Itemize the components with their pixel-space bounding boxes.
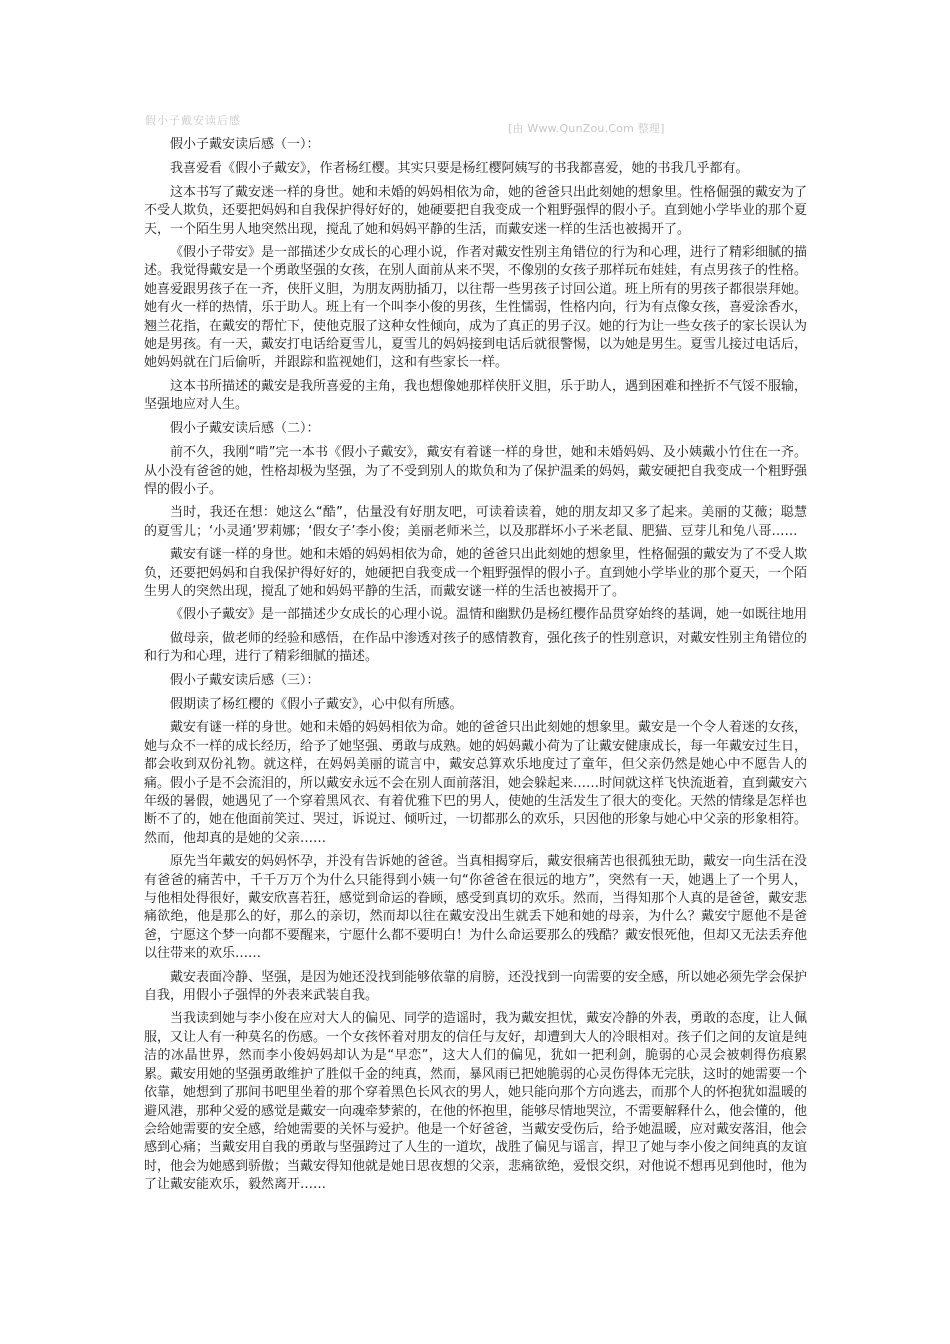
paragraph: 《假小子戴安》是一部描述少女成长的心理小说。温情和幽默仍是杨红樱作品贯穿始终的基调，她一如既往地用 bbox=[170, 607, 808, 623]
paragraph: 原先当年戴安的妈妈怀孕，并没有告诉她的爸爸。当真相揭穿后，戴安很痛苦也很孤独无助，戴安一向生活在没有爸爸的痛苦中，千千万万个为什么只能得到小姨一句“你爸爸在很远的地方”，突然有一天，她遇上了一个男人，与他相处得很好，戴安欣喜若狂，感觉到命运的眷顾，感受到真切的欢乐。然而，当得知那个人真的是爸爸，戴安悲痛欲绝，他是那么的好，那么的亲切，然而却以往在戴安没出生就丢下她和她的母亲，为什么？戴安宁愿他不是爸爸，宁愿这个梦一向都不要醒来，宁愿什么都不要明白！为什么命运要那么的残酷？戴安恨死他，但却又无法丢弃他以往带来的欢乐…… bbox=[144, 854, 808, 962]
paragraph: 戴安表面冷静、坚强，是因为她还没找到能够依靠的肩膀，还没找到一向需要的安全感，所以她必须先学会保护自我，用假小子强悍的外表来武装自我。 bbox=[144, 969, 808, 1004]
paragraph: 当我读到她与李小俊在应对大人的偏见、同学的造谣时，我为戴安担忧，戴安冷静的外表，勇敢的态度，让人佩服，又让人有一种莫名的伤感。一个女孩怀着对朋友的信任与友好，却遭到大人的冷眼相对。孩子们之间的友谊是纯洁的冰晶世界，然而李小俊妈妈却认为是“早恋”，这大人们的偏见，犹如一把利剑，脆弱的心灵会被刺得伤痕累累。戴安用她的坚强勇敢维护了胜似千金的纯真，然而，暴风雨已把她脆弱的心灵伤得体无完肤，这时的她需要一个依靠，她想到了那间书吧里坐着的那个穿着黑色长风衣的男人，她只能向那个方向逃去，而那个人的怀抱犹如温暖的避风港，那种父爱的感觉是戴安一向魂牵梦萦的，在他的怀抱里，能够尽情地哭泣，不需要解释什么，他会懂的，他会给她需要的安全感，给她需要的关怀与爱护。他是一个好爸爸，当戴安受伤后，给予她温暖，应对戴安落泪，他会感到心痛；当戴安用自我的勇敢与坚强跨过了人生的一道坎，战胜了偏见与谣言，捍卫了她与李小俊之间纯真的友谊时，他会为她感到骄傲；当戴安得知他就是她日思夜想的父亲，悲痛欲绝，爱恨交织，对他说不想再见到他时，他为了让戴安能欢乐，毅然离开…… bbox=[144, 1011, 808, 1193]
paragraph: 我喜爱看《假小子戴安》，作者杨红樱。其实只要是杨红樱阿姨写的书我都喜爱，她的书我几乎都有。 bbox=[170, 161, 749, 177]
section-heading-2: 假小子戴安读后感（二）： bbox=[170, 420, 320, 436]
faint-page-header: 假小子戴安读后感 bbox=[145, 114, 241, 127]
section-heading-3: 假小子戴安读后感（三）： bbox=[170, 672, 320, 688]
paragraph: 前不久，我刚“啃”完一本书《假小子戴安》，戴安有着谜一样的身世，她和未婚妈妈、及小姨戴小竹住在一齐。从小没有爸爸的她，性格却极为坚强，为了不受到别人的欺负和为了保护温柔的妈妈，戴安硬把自我变成一个粗野强悍的假小子。 bbox=[144, 445, 808, 497]
paragraph: 戴安有谜一样的身世。她和未婚的妈妈相依为命，她的爸爸只出此刻她的想象里，性格倔强的戴安为了不受人欺负，还要把妈妈和自我保护得好好的，她硬把自我变成一个粗野强悍的假小子。直到她小学毕业的那个夏天，一个陌生男人的突然出现，搅乱了她和妈妈平静的生活，而戴安谜一样的生活也被揭开了。 bbox=[144, 547, 808, 599]
paragraph: 假期读了杨红樱的《假小子戴安》，心中似有所感。 bbox=[170, 696, 463, 712]
paragraph: 戴安有谜一样的身世。她和未婚的妈妈相依为命。她的爸爸只出此刻她的想象里。戴安是一个令人着迷的女孩，她与众不一样的成长经历，给予了她坚强、勇敢与成熟。她的妈妈戴小荷为了让戴安健康成长，每一年戴安过生日，都会收到双份礼物。就这样，在妈妈美丽的谎言中，戴安总算欢乐地度过了童年，但父亲仍然是她心中不愿告人的痛。假小子是不会流泪的，所以戴安永远不会在别人面前落泪，她会躲起来……时间就这样飞快流逝着，直到戴安六年级的暑假，她遇见了一个穿着黑风衣、有着优雅下巴的男人，使她的生活发生了很大的变化。天然的情缘是怎样也断不了的，她在他面前笑过、哭过，诉说过、倾听过，一切都那么的欢乐，只因他的形象与她心中父亲的形象相符。然而，他却真的是她的父亲…… bbox=[144, 720, 808, 846]
paragraph: 当时，我还在想：她这么“酷”，估量没有好朋友吧，可读着读着，她的朋友却又多了起来。美丽的艾薇；聪慧的夏雪儿；‘小灵通’罗莉娜；‘假女子’李小俊；美丽老师米兰，以及那群坏小子米老鼠、肥猫、豆芽儿和兔八哥…… bbox=[144, 505, 807, 539]
paragraph: 这本书所描述的戴安是我所喜爱的主角，我也想像她那样侠肝义胆，乐于助人，遇到困难和挫折不气馁不服输，坚强地应对人生。 bbox=[144, 378, 808, 413]
paragraph: 这本书写了戴安迷一样的身世。她和未婚的妈妈相依为命，她的爸爸只出此刻她的想象里。性格倔强的戴安为了不受人欺负，还要把妈妈和自我保护得好好的，她硬要把自我变成一个粗野强悍的假小子。直到她小学毕业的那个夏天，一个陌生男人地突然出现，搅乱了她和妈妈平静的生活，而戴安迷一样的生活也被揭开了。 bbox=[144, 184, 808, 237]
watermark-source: [由 Www.QunZou.Com 整理] bbox=[508, 122, 665, 135]
paragraph: 《假小子带安》是一部描述少女成长的心理小说，作者对戴安性别主角错位的行为和心理，进行了精彩细腻的描述。我觉得戴安是一个勇敢坚强的女孩，在别人面前从来不哭，不像别的女孩子那样玩布娃娃，有点男孩子的性格。她喜爱跟男孩子在一齐，侠肝义胆，为朋友两肋插刀，以往帮一些男孩子讨回公道。班上所有的男孩子都很崇拜她。她有火一样的热情，乐于助人。班上有一个叫李小俊的男孩，生性懦弱，性格内向，行为有点像女孩，喜爱涂香水，翘兰花指，在戴安的帮忙下，使他克服了这种女性倾向，成为了真正的男子汉。她的行为让一些女孩子的家长误认为她是男孩。有一天，戴安打电话给夏雪儿，夏雪儿的妈妈接到电话后就很警惕，以为她是男生。夏雪儿接过电话后，她妈妈就在门后偷听，并跟踪和监视她们，这和有些家长一样。 bbox=[144, 245, 808, 371]
paragraph: 做母亲，做老师的经验和感悟，在作品中渗透对孩子的感情教育，强化孩子的性别意识，对戴安性别主角错位的和行为和心理，进行了精彩细腻的描述。 bbox=[144, 630, 808, 665]
document-body bbox=[144, 136, 807, 1200]
section-heading-1: 假小子戴安读后感（一）： bbox=[170, 137, 320, 152]
